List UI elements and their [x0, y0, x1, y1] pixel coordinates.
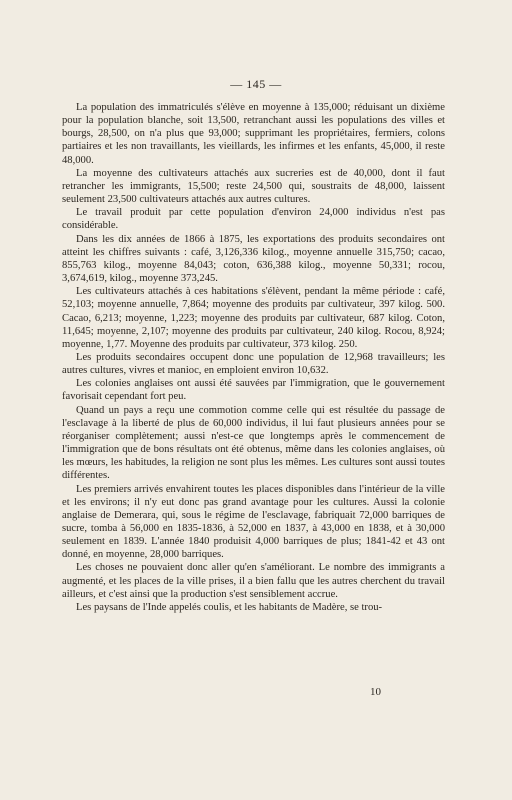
paragraph: Les choses ne pouvaient donc aller qu'en s'améliorant. Le nombre des immigrants a augmenté, et les places de la ville prises, il a bien fallu que les autres cherchent du travail ailleurs, et c'est ainsi que la production s'est sensiblement accrue. [62, 562, 445, 600]
paragraph: Les produits secondaires occupent donc une population de 12,968 travailleurs; les autres cultures, vivres et manioc, en emploient environ 10,632. [62, 351, 445, 377]
paragraph: Dans les dix années de 1866 à 1875, les exportations des produits secondaires ont atteint les chiffres suivants : café, 3,126,336 kilog., moyenne annuelle 315,750; cacao, 855,763 kilog., moyenne 84,043; coton, 636,388 kilog., moyenne 50,331; rocou, 3,674,619, kilog., moyenne 373,245. [62, 233, 445, 285]
signature-mark: 10 [370, 686, 381, 698]
paragraph: Les premiers arrivés envahirent toutes les places disponibles dans l'intérieur de la ville et les environs; il n'y eut donc pas grand avantage pour les cultures. Aussi la colonie anglaise de Demerara, qui, sous le régime de l'esclavage, fabriquait 72,000 barriques de sucre, tomba à 56,000 en 1835-1836, à 52,000 en 1837, à 43,000 en 1838, et à 30,000 seulement en 1839. L'année 1840 produisit 4,000 barriques de plus; 1841-42 et 43 ont donné, en moyenne, 28,000 barriques. [62, 483, 445, 561]
paragraph: Le travail produit par cette population d'environ 24,000 individus n'est pas considérable. [62, 207, 445, 232]
paragraph: Les cultivateurs attachés à ces habitations s'élèvent, pendant la même période : café, 52,103; moyenne annuelle, 7,864; moyenne des produits par cultivateur, 397 kilog. 500. Cacao, 6,213; moyenne, 1,223; moyenne des produits par cultivateur, 687 kilog. Coton, 11,645; moyenne, 2,107; moyenne des produits par cultivateur, 240 kilog. Rocou, 8,924; moyenne, 1,77. Moyenne des produits par cultivateur, 373 kilog. 250. [62, 286, 445, 350]
paragraph: Quand un pays a reçu une commotion comme celle qui est résultée du passage de l'esclavage à la liberté de plus de 60,000 individus, il lui faut plusieurs années pour se réorganiser complètement; aussi n'est-ce que longtemps après le commencement de l'immigration que de bons résultats ont été obtenus, même dans les colonies anglaises, où les mœurs, les habitudes, la religion ne sont plus les mêmes. Les cultures sont aussi toutes différentes. [62, 404, 445, 482]
paragraph: Les paysans de l'Inde appelés coulis, et les habitants de Madère, se trou- [76, 601, 383, 613]
body-text [62, 101, 445, 614]
paragraph: La population des immatriculés s'élève en moyenne à 135,000; réduisant un dixième pour la population blanche, soit 13,500, retranchant aussi les populations des villes et bourgs, 28,500, on n'a plus que 93,000; supprimant les propriétaires, fermiers, colons partiaires et les non travaillants, les vieillards, les infirmes et les enfants, 45,000, il reste 48,000. [62, 102, 445, 166]
page-number: — 145 — [230, 77, 282, 91]
paragraph: La moyenne des cultivateurs attachés aux sucreries est de 40,000, dont il faut retrancher les immigrants, 15,500; reste 24,500 qui, soustraits de 48,000, laissent seulement 23,500 cultivateurs attachés aux autres cultures. [62, 167, 445, 206]
paragraph: Les colonies anglaises ont aussi été sauvées par l'immigration, que le gouvernement favorisait cependant fort peu. [62, 378, 445, 403]
